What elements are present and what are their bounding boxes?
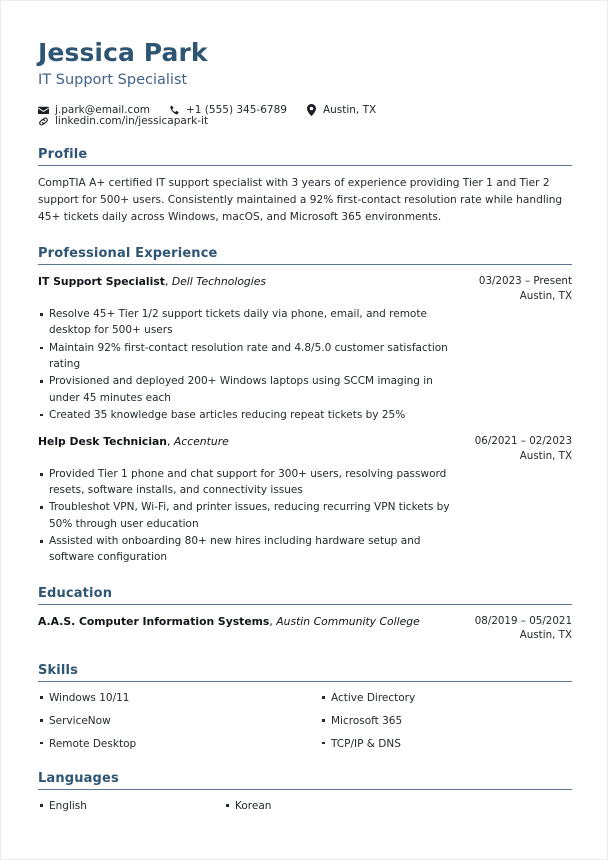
experience-entry-left [38,434,475,450]
experience-bullet-list [38,466,572,566]
section-title-profile: Profile [38,146,88,162]
section-title-experience: Professional Experience [38,246,218,262]
education-entry-left [38,614,475,630]
contact-row [38,105,572,127]
profile-summary-text: CompTIA A+ certified IT support specialist with 3 years of experience providing Tier 1 and Tier 2 support for 500+ users. Consistently maintained a 92% first-contact resolution rate while handling 45+ tickets daily across Windows, macOS, and Microsoft 365 environments. [38,176,563,224]
section-profile [38,147,572,226]
experience-organization: Accenture [173,435,229,449]
experience-bullet-text: Troubleshot VPN, Wi-Fi, and printer issues, reducing recurring VPN tickets by 50% through user education [49,501,450,530]
candidate-headline: IT Support Specialist [38,71,188,88]
education-degree: A.A.S. Computer Information Systems [38,614,270,628]
experience-bullet [38,340,572,373]
education-school: Austin Community College [276,614,420,628]
skill-item: Windows 10/11 [38,691,320,706]
education-title-line [38,614,463,630]
language-item: Korean [224,799,572,814]
experience-entry [38,434,572,565]
skill-item: Remote Desktop [38,737,320,752]
skill-item: Microsoft 365 [320,714,572,729]
section-rule-education [38,604,572,605]
experience-bullet-text: Provided Tier 1 phone and chat support for 300+ users, resolving password resets, software installs, and connectivity issues [49,467,447,497]
experience-entry-header [38,434,572,464]
experience-bullet [38,499,572,532]
experience-role: Help Desk Technician [38,435,167,449]
section-skills [38,663,572,751]
section-rule-languages [38,789,572,790]
experience-entry [38,274,572,423]
language-item: English [38,799,224,814]
section-title-languages: Languages [38,771,119,787]
experience-dates: 06/2021 – 02/2023 [474,435,572,448]
envelope-icon [38,105,49,116]
education-meta [475,614,572,644]
education-location: Austin, TX [519,629,572,642]
experience-bullet [38,306,572,339]
skill-item: TCP/IP & DNS [320,737,572,752]
contact-location [306,105,376,116]
experience-meta [479,274,572,304]
skill-item: Active Directory [320,691,572,706]
contact-linkedin-text: linkedin.com/in/jessicapark-it [55,115,209,128]
education-separator: , [269,614,277,628]
experience-separator: , [167,435,174,449]
experience-entry-left [38,274,479,290]
contact-phone-text: +1 (555) 345-6789 [185,104,287,117]
skill-item: ServiceNow [38,714,320,729]
experience-bullet-text: Assisted with onboarding 80+ new hires including hardware setup and software configuration [49,534,421,564]
experience-separator: , [164,275,172,289]
education-dates: 08/2019 – 05/2021 [474,614,572,627]
section-languages [38,771,572,814]
experience-organization: Dell Technologies [171,275,267,289]
section-title-education: Education [38,585,113,601]
experience-location: Austin, TX [519,290,572,303]
contact-location-text: Austin, TX [322,104,377,117]
resume-header [38,39,572,127]
section-education [38,586,572,644]
contact-email-text: j.park@email.com [55,104,150,117]
section-rule-skills [38,681,572,682]
experience-location: Austin, TX [519,449,572,462]
skills-list [38,691,572,751]
experience-entry-header [38,274,572,304]
experience-bullet-text: Created 35 knowledge base articles reducing repeat tickets by 25% [49,408,406,421]
education-entry [38,614,572,644]
link-icon [38,116,49,127]
experience-title-line [38,274,467,290]
resume-content [38,39,572,814]
section-experience [38,246,572,565]
contact-linkedin[interactable] [38,116,208,127]
education-entry-header [38,614,572,644]
experience-bullet-text: Maintain 92% first-contact resolution rate and 4.8/5.0 customer satisfaction rating [49,341,448,370]
experience-meta [475,434,572,464]
experience-title-line [38,434,463,450]
candidate-name: Jessica Park [38,38,208,67]
location-pin-icon [306,105,317,116]
experience-bullet [38,466,572,499]
experience-bullet-list [38,306,572,423]
experience-bullet [38,407,572,423]
languages-list [38,799,572,814]
section-rule-experience [38,264,572,265]
experience-role: IT Support Specialist [38,275,165,289]
experience-bullet-text: Resolve 45+ Tier 1/2 support tickets daily via phone, email, and remote desktop for 500+ users [49,308,427,337]
section-title-skills: Skills [38,663,79,679]
experience-bullet-text: Provisioned and deployed 200+ Windows laptops using SCCM imaging in under 45 minutes each [49,375,433,404]
experience-bullet [38,533,572,566]
experience-dates: 03/2023 – Present [478,275,572,288]
section-rule-profile [38,165,572,166]
experience-bullet [38,373,572,406]
